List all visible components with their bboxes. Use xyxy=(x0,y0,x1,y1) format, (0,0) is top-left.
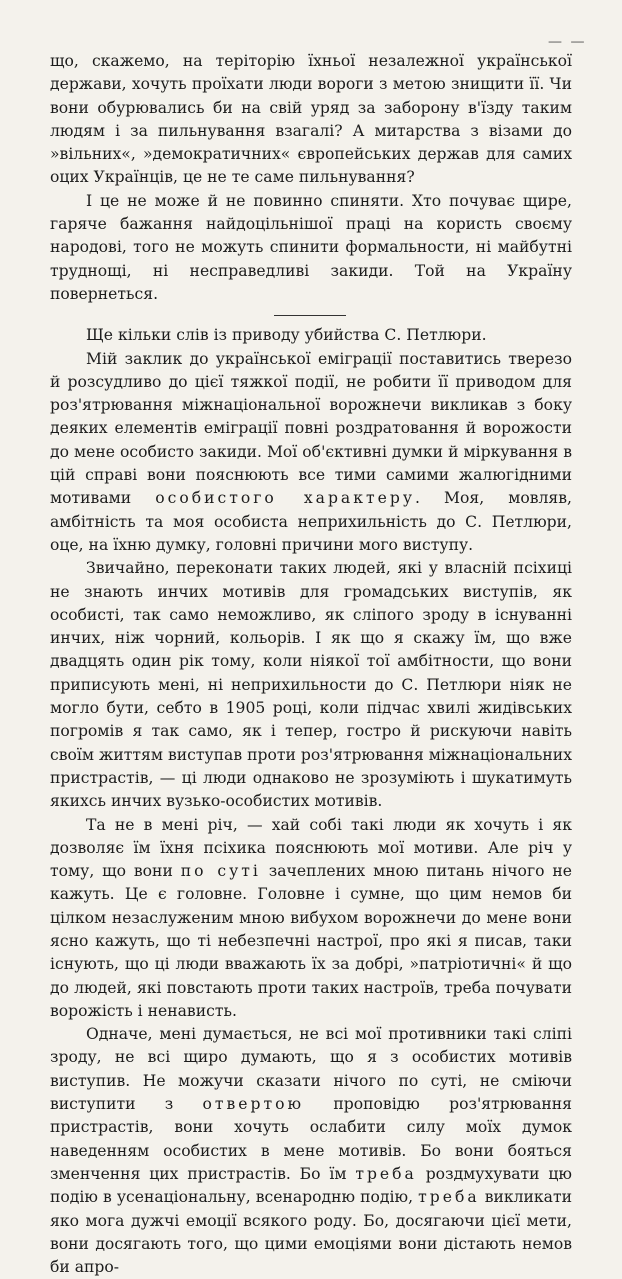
page-number: — — xyxy=(548,34,587,50)
paragraph-continued: що, скажемо, на теріторію їхньої незалежної української держави, хочуть проїхати люди вороги з метою знищити її. Чи вони обурювались би на свій уряд за заборону в'їзду таким людям і за пильнування взагалі? А митарства з візами до »вільних«, »демократичних« європейських держав для самих оцих Українців, це не те саме пильнування? xyxy=(50,52,572,187)
text-run: Одначе, мені думається, не всі мої противники такі сліпі зроду, не всі щиро думають, що я з особистих мотивів виступив. Не можучи сказати нічого по суті, не сміючи виступити з xyxy=(50,1025,572,1114)
text-run: роздмухувати цю подію в усенаціональну, всенародню подію, xyxy=(50,1164,573,1207)
spaced-emphasis: особистого характеру xyxy=(155,489,415,508)
section-divider xyxy=(274,315,346,316)
paragraph: І це не може й не повинно спиняти. Хто почуває щире, гаряче бажання найдоцільнішої праці на користь своєму народові, того не можуть спинити формальности, ні майбутні труднощі, ні несправедливі закиди. Той на Україну повернеться. xyxy=(50,191,572,303)
text-run: Мій заклик до української еміграції поставитись тверезо й розсудливо до цієї тяжкої події, не робити її приводом для роз'ятрювання міжнаціональної ворожнечи викликав з боку деяких елементів еміграції повні роздратовання й ворожости до мене особисто закиди. Мої об'єктивні думки й міркування в цій справі вони пояснюють все тими самими жалюгідними мотивами xyxy=(50,349,572,508)
paragraph xyxy=(50,348,572,558)
spaced-emphasis: отвертою xyxy=(202,1095,305,1114)
text-run: викликати яко мога дужчі емоції всякого роду. Бо, досягаючи цієї мети, вони досягають того, що цими емоціями вони дістають немов би апро- xyxy=(50,1188,572,1277)
text-run: зачеплених мною питань нічого не кажуть. Це є головне. Головне і сумне, що цим немов би цілком незаслуженим мною вибухом ворожнечи до мене вони ясно кажуть, що ті небезпечні настрої, про які я писав, таки існують, що ці люди вважають їх за добрі, »патріотичні« й що до людей, які повстають проти таких настроїв, треба почувати ворожість і ненависть. xyxy=(50,862,572,1020)
paragraph xyxy=(50,1023,572,1279)
spaced-emphasis: треба xyxy=(355,1164,417,1183)
text-run: проповідю роз'ятрювання пристрастів, вони хочуть ослабити силу моїх думок наведенням особистих в мене мотивів. Бо вони бояться зменчення цих пристрастів. Бо їм xyxy=(50,1095,572,1183)
text-run: Та не в мені річ, — хай собі такі люди як хочуть і як дозволяє їм їхня псіхика пояснюють мої мотиви. Але річ у тому, що вони xyxy=(50,815,572,881)
paragraph: Звичайно, переконати таких людей, які у власній псіхиці не знають инчих мотивів для громадських виступів, як особисті, так само неможливо, як сліпого зроду в існуванні инчих, ніж чорний, кольорів. І як що я скажу їм, що вже двадцять один рік тому, коли ніякої тої амбітности, що вони приписують мені, ні неприхильности до С. Петлюри ніяк не могло бути, себто в 1905 році, коли підчас хвилі жидівських погромів я так само, як і тепер, гостро й рискуючи навіть своїм життям виступав проти роз'ятрювання міжнаціональних пристрастів, — ці люди однаково не зрозуміють і шукатимуть якихсь инчих вузько-особистих мотивів. xyxy=(50,559,572,811)
spaced-emphasis: по суті xyxy=(180,862,261,881)
paragraph xyxy=(50,814,572,1024)
spaced-emphasis: треба xyxy=(418,1188,480,1207)
body-text xyxy=(50,50,572,1279)
text-run: . Моя, мовляв, амбітність та моя особиста неприхильність до С. Петлюри, оце, на їхню думку, головні причини мого виступу. xyxy=(50,489,573,554)
section-heading: Ще кільки слів із приводу убийства С. Петлюри. xyxy=(86,326,487,345)
